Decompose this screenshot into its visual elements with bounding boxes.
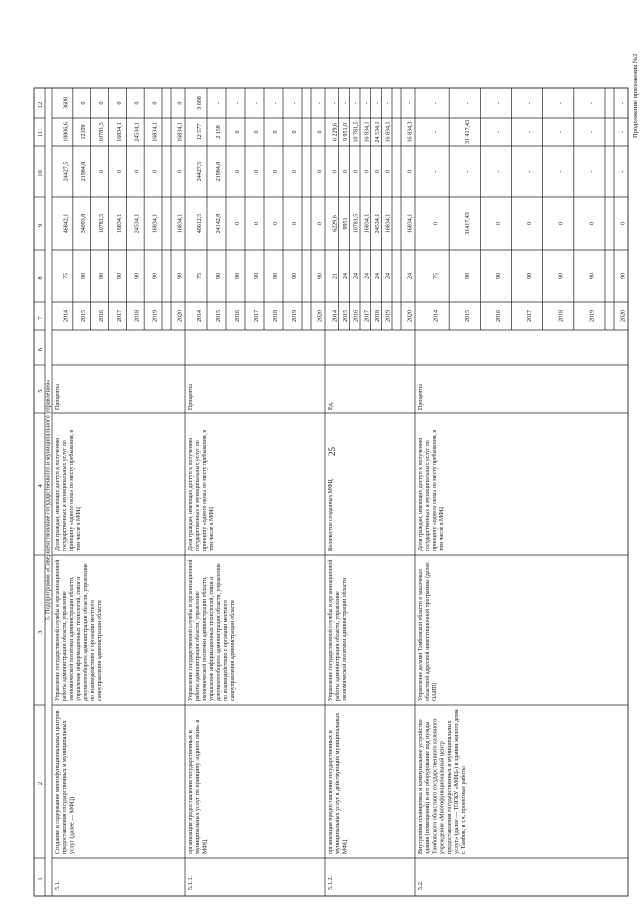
row-indicator-line: Доля граждан, имеющих доступ к получению [188,437,194,551]
cell-target: 90 [527,273,534,279]
cell-year: 2019 [589,310,596,322]
cell-regional: 9 951,0 [343,123,350,141]
cell-total: 34093,8 [81,213,88,234]
cell-total: 16834,1 [385,213,392,234]
cell-target: 90 [177,273,184,279]
cell-local: - [375,102,382,104]
cell-regional: 24534,1 [134,122,141,142]
row-name-line: организация предоставления государственных и [188,730,194,854]
cell-total: 24534,1 [375,213,382,234]
cell-year: 2015 [215,310,222,322]
row-name-line: муниципальных услуг в действующих муниципальных [335,712,342,854]
cell-local: - [343,102,350,104]
cell-total: 0 [527,222,534,225]
cell-regional: 0 [317,130,324,134]
row-executor-line: управление информационных технологий, связи и [209,576,215,701]
row-indicator-line: Доля граждан, имеющих доступ к получению [418,437,424,551]
cell-year: 2015 [81,310,88,322]
cell-year: 2018 [272,310,279,322]
row-executor [187,560,236,701]
section-title: 5. Подпрограмма «Совершенствование государственного и муниципального управления» [44,379,52,621]
cell-year: 2020 [620,310,627,322]
row-unit: Ед. [328,401,334,410]
cell-federal: 0 [332,170,339,173]
row-executor-line: Управление делами Тамбовской области в заказчиках [418,568,424,701]
column-number-3: 3 [37,630,44,634]
cell-federal: - [433,170,440,173]
row-executor-line: по взаимодействию с органами местного [90,599,96,701]
cell-target: 90 [152,273,159,279]
cell-local: 0 [152,101,159,105]
cell-regional: - [433,131,440,133]
cell-total: 0 [589,222,596,225]
cell-regional: 0 [291,130,298,134]
row-name-line: предоставления государственных и муниципальных [446,720,453,854]
cell-target: 24 [407,273,414,279]
cell-target: 90 [589,273,596,279]
cell-regional: 31 417,43 [464,120,471,144]
column-number-5: 5 [37,389,44,393]
cell-federal: 21984,8 [215,161,222,182]
row-executor-line: экономической политики администрации области [342,578,348,701]
row-name [417,709,467,854]
row-name-line: Внутренняя планировка и коммунальное устройство [418,719,424,854]
row-name-line: муниципальных услуг по принципу «одного окна» в [195,719,202,854]
cell-federal: - [620,170,627,173]
cell-federal: 0 [317,170,324,173]
cell-target: 75 [196,273,203,279]
cell-target: 75 [433,273,440,279]
cell-total: 0 [433,222,440,225]
cell-year: 2014 [196,310,203,322]
row-executor-line: работы администрации области, управление [335,591,341,701]
row-executor-line: экономической политики администрации области, [202,576,208,701]
row-executor-line: областной адресной инвестиционной программы (далее [425,562,431,701]
cell-total: 16834,1 [177,213,184,234]
cell-target: 90 [116,273,123,279]
cell-year: 2016 [98,310,105,322]
row-indicator-line: том числе в МФЦ [439,507,445,551]
row-name-line: МФЦ [202,839,209,854]
cell-year: 2017 [116,310,123,322]
cell-federal: 0 [385,170,392,173]
row-name-line: здания (помещений) и его оборудование под нужды [425,721,432,854]
cell-federal: 0 [152,170,159,173]
row-name-line: услуг (далее — МФЦ) [69,796,76,854]
cell-total: 40612,5 [196,213,203,234]
cell-year: 2019 [291,310,298,322]
row-name-line: организация предоставления государственных и [328,730,334,854]
cell-federal: 0 [407,170,414,173]
cell-target: 75 [63,273,70,279]
cell-local: 0 [116,101,123,105]
cell-target: 21 [332,273,339,279]
cell-local: - [332,102,339,104]
cell-regional: 16 834,1 [385,121,392,143]
row-executor-line: документооборота администрации области, управление [83,563,89,701]
cell-federal: 0 [134,170,141,173]
cell-target: 90 [558,273,565,279]
cell-local: - [215,102,222,104]
cell-year: 2016 [353,310,360,322]
cell-year: 2015 [464,310,471,322]
column-number-8: 8 [37,276,44,280]
row-indicator-line: государственных и муниципальных услуг по [62,440,68,551]
column-number-6: 6 [37,347,44,352]
row-number: 5.1. [54,880,61,890]
cell-regional: 24 534,1 [375,121,382,143]
cell-local: 0 [81,101,88,105]
cell-local: - [407,102,414,104]
column-number-4: 4 [37,484,44,488]
cell-local: - [385,102,392,104]
row-name [328,713,348,854]
cell-regional: 16 834,1 [364,121,371,143]
row-name-line: предоставления государственных и муниципальных [62,720,69,854]
cell-regional: 2 158 [215,125,222,139]
cell-regional: 6 229,6 [332,123,339,141]
row-executor-line: Управление государственной службы и организационной [55,559,61,701]
column-number-7: 7 [37,316,44,320]
cell-local: - [433,102,440,104]
cell-year: 2018 [134,310,141,322]
cell-local: 0 [134,101,141,105]
cell-year: 2020 [407,310,414,322]
cell-federal: - [527,170,534,173]
cell-regional: 12 577 [196,123,203,141]
cell-local: - [589,102,596,104]
row-name [188,720,208,854]
row-indicator-line: государственных и муниципальных услуг по [425,440,431,551]
row-executor-line: управление информационных технологий, связи и [76,576,82,701]
cell-total: 24534,1 [134,213,141,234]
row-name-line: Тамбовского областного государственного казенного [432,718,439,854]
cell-local: - [253,102,260,104]
cell-year: 2015 [343,310,350,322]
row-executor-line: по взаимодействию с органами местного [223,599,229,701]
row-indicator-line: принципу «одного окна» по месту пребывания, в [69,429,75,551]
cell-regional: - [527,131,534,133]
row-number: 5.1.2. [327,875,334,890]
row-executor-line: экономической политики администрации области, [69,576,75,701]
cell-total: 0 [272,222,279,225]
cell-local: - [527,102,534,104]
cell-regional: - [620,131,627,133]
cell-target: 90 [272,273,279,279]
cell-year: 2019 [152,310,159,322]
column-number-2: 2 [37,781,44,786]
cell-target: 90 [81,273,88,279]
row-indicator-line: принципу «одного окна» по месту пребывания, в [432,429,438,551]
column-number-1: 1 [37,877,44,881]
cell-local: - [558,102,565,104]
cell-year: 2016 [234,310,241,322]
cell-year: 2017 [364,310,371,322]
cell-total: 0 [234,222,241,225]
column-number-11: 11 [37,130,44,138]
cell-year: 2014 [63,310,70,322]
cell-regional: 10 781,5 [353,121,360,143]
cell-total: 6229,6 [332,215,339,232]
row-executor [417,562,438,701]
cell-regional: 16 834,3 [407,121,414,143]
cell-regional: 16834,1 [116,122,123,142]
cell-total: 46842,1 [63,213,70,234]
cell-regional: 16834,1 [152,122,159,142]
cell-regional: 12109 [81,124,88,140]
cell-year: 2016 [495,310,502,322]
row-unit: Проценты [55,383,61,410]
cell-federal: 0 [291,170,298,173]
row-indicator [328,479,334,551]
row-name-line: услуг» (далее — ТОГКУ «МФЦ») в здании жилого дома [454,709,460,854]
cell-target: 90 [495,273,502,279]
cell-federal: 0 [375,170,382,173]
row-executor-line: самоуправления администрации области [230,600,236,701]
cell-target: 90 [98,273,105,279]
cell-extra [0,0,1,2]
cell-federal: 0 [98,170,105,173]
row-executor-line: документооборота администрации области, управление [216,563,222,701]
cell-federal: 0 [177,170,184,173]
cell-year: 2018 [375,310,382,322]
cell-year: 2017 [253,310,260,322]
cell-target: 90 [464,273,471,279]
cell-regional: 18806,6 [63,122,70,142]
cell-target: 24 [385,273,392,279]
cell-federal: 0 [253,170,260,173]
row-indicator [55,430,82,551]
cell-total: 10781,5 [98,213,105,234]
row-unit: Проценты [188,383,194,410]
row-name-line: г. Тамбов, в т.ч. проектные работы [461,766,468,854]
cell-target: 90 [620,273,627,279]
page-number: 25 [327,447,337,456]
cell-federal: 0 [116,170,123,173]
row-executor-line: Управление государственной службы и организационной [188,559,194,701]
cell-local: 3 608 [196,96,203,110]
cell-target: 24 [353,273,360,279]
cell-year: 2018 [558,310,565,322]
row-name [54,710,75,854]
row-indicator-line: том числе в МФЦ [209,507,215,551]
cell-federal: 0 [353,170,360,173]
row-number: 5.1.1. [187,875,194,890]
cell-year: 2014 [332,310,339,322]
cell-year: 2017 [527,310,534,322]
cell-local: - [291,102,298,104]
row-executor-line: Управление государственной службы и организационной [328,559,334,701]
cell-regional: - [589,131,596,133]
cell-total: 16834,1 [152,213,159,234]
cell-total: 31417,43 [464,212,471,235]
cell-local: 0 [177,101,184,105]
row-number: 5.2. [417,880,424,890]
cell-federal: 24427,5 [196,161,203,182]
cell-local: - [464,102,471,104]
cell-local: - [620,102,627,104]
row-executor-line: самоуправления администрации области [97,600,103,701]
cell-total: 24142,8 [215,213,222,234]
cell-total: 10781,5 [353,213,360,234]
cell-regional: 0 [272,130,279,134]
cell-total: 16834,1 [407,213,414,234]
cell-federal: - [589,170,596,173]
cell-local: - [272,102,279,104]
row-executor [54,560,103,701]
cell-total: 0 [317,222,324,225]
cell-regional: 0 [253,130,260,134]
cell-target: 90 [215,273,222,279]
cell-federal: 0 [364,170,371,173]
continuation-note: Продолжение приложения №2 [632,53,639,138]
row-indicator-line: том числе в МФЦ [76,507,82,551]
cell-target: 24 [364,273,371,279]
cell-total: 0 [291,222,298,225]
row-name-line: учреждения «Многофункциональный центр [439,741,446,854]
cell-federal: 0 [343,170,350,173]
cell-local: - [353,102,360,104]
cell-target: 90 [134,273,141,279]
row-executor-line: работы администрации области, управление [62,591,68,701]
cell-federal: - [558,170,565,173]
cell-target: 90 [253,273,260,279]
cell-local: 0 [98,101,105,105]
row-executor [327,560,348,701]
column-number-10: 10 [37,170,44,177]
row-indicator-line: принципу «одного окна» по месту пребывания, в [202,429,208,551]
cell-year: 2020 [317,310,324,322]
cell-regional: - [558,131,565,133]
cell-regional: - [495,131,502,133]
row-indicator-line: Количество созданных МФЦ [328,479,334,551]
cell-federal: 24427,5 [63,161,70,182]
cell-local: - [364,102,371,104]
cell-local: - [495,102,502,104]
row-executor-line: ОАИП) [432,682,438,701]
cell-target: 90 [291,273,298,279]
cell-federal: 21984,8 [81,161,88,182]
row-unit: Проценты [418,383,424,410]
row-indicator-line: государственных и муниципальных услуг по [195,440,201,551]
cell-federal: - [464,170,471,173]
cell-total: 0 [620,222,627,225]
cell-total: 9951 [343,217,350,230]
cell-federal: 0 [234,170,241,173]
cell-federal: 0 [272,170,279,173]
cell-regional: 10781,5 [98,122,105,142]
cell-federal: - [495,170,502,173]
cell-target: 24 [375,273,382,279]
cell-total: 0 [253,222,260,225]
cell-target: 24 [343,273,350,279]
cell-local: - [317,102,324,104]
cell-total: 0 [558,222,565,225]
row-executor-line: работы администрации области, управление [195,591,201,701]
cell-local: 3608 [63,97,70,109]
cell-regional: 0 [234,130,241,134]
column-number-12: 12 [37,101,44,109]
cell-total: 16834,1 [364,213,371,234]
row-name-line: МФЦ [342,839,349,854]
row-name-line: Создание и содержание многофункциональных центров [55,710,61,854]
cell-regional: 16834,1 [177,122,184,142]
cell-total: 0 [495,222,502,225]
cell-target: 90 [234,273,241,279]
cell-year: 2020 [177,310,184,322]
cell-target: 90 [317,273,324,279]
column-number-9: 9 [37,223,44,228]
row-indicator [188,430,215,551]
cell-total: 16834,1 [116,213,123,234]
row-indicator [418,430,445,551]
cell-local: - [234,102,241,104]
cell-year: 2019 [385,310,392,322]
cell-year: 2014 [433,310,440,322]
row-indicator-line: Доля граждан, имеющих доступ к получению [55,437,61,551]
